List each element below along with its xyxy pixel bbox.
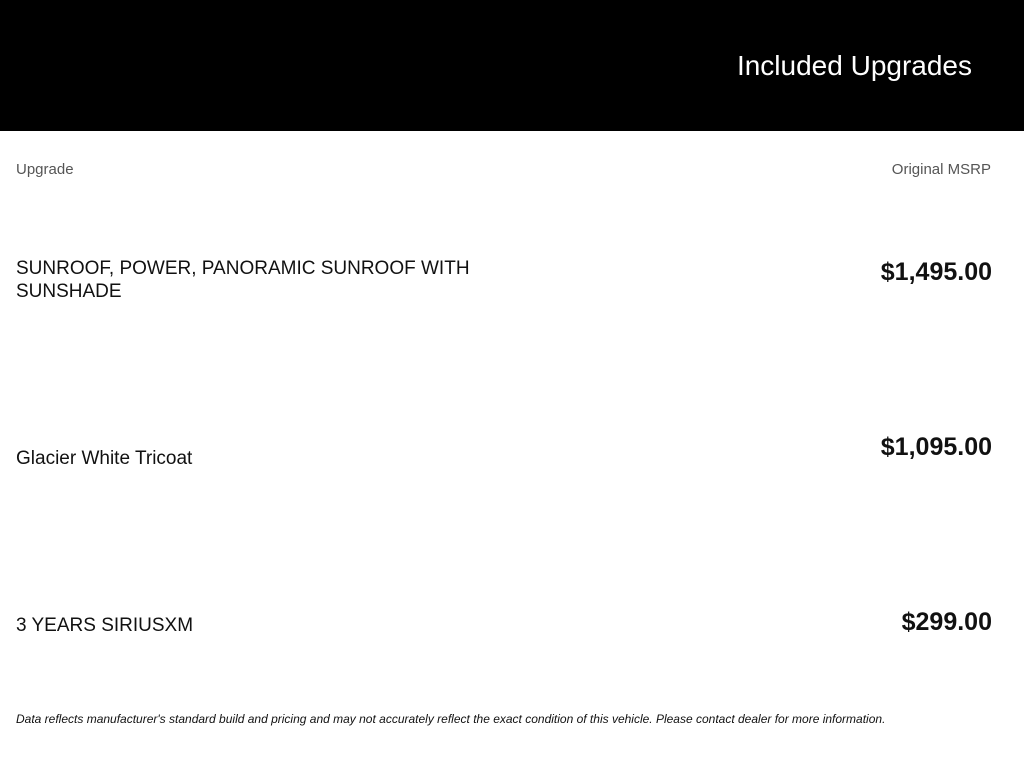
column-header-msrp: Original MSRP: [891, 161, 991, 178]
upgrade-price: $1,095.00: [880, 433, 992, 461]
upgrade-name: SUNROOF, POWER, PANORAMIC SUNROOF WITH SUNSHADE: [16, 258, 470, 302]
upgrade-name: 3 YEARS SIRIUSXM: [16, 615, 194, 636]
column-header-upgrade: Upgrade: [16, 161, 74, 178]
upgrade-price: $299.00: [901, 608, 992, 636]
header-bar: [0, 0, 1024, 131]
upgrade-price: $1,495.00: [880, 258, 992, 286]
disclaimer-text: Data reflects manufacturer's standard build and pricing and may not accurately reflect the exact condition of this vehicle. Please contact dealer for more information.: [16, 712, 886, 726]
upgrade-name: Glacier White Tricoat: [16, 448, 193, 469]
page-title: Included Upgrades: [736, 50, 972, 81]
